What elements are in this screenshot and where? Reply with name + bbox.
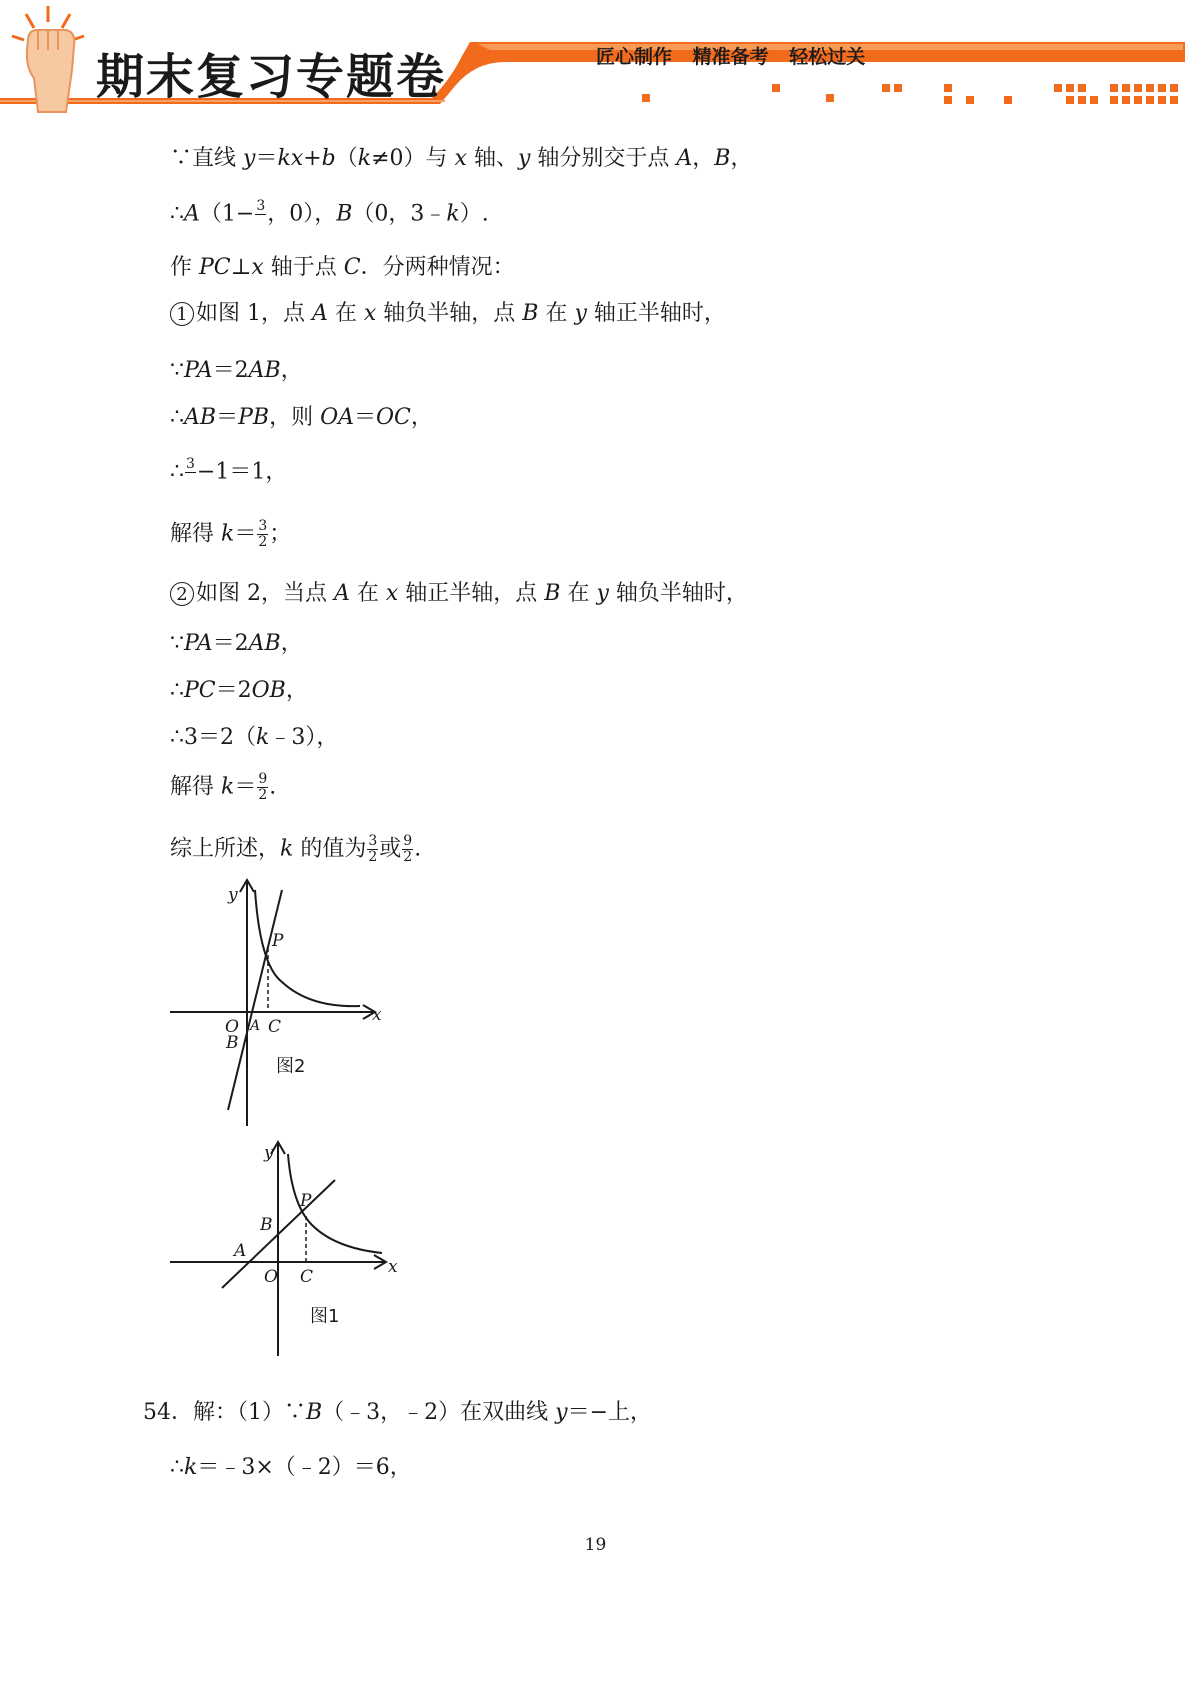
text-line-6: ∴AB＝PB，则 OA＝OC， <box>170 405 433 430</box>
straight-line <box>228 890 282 1110</box>
fraction: 3 <box>256 198 266 214</box>
page-number: 19 <box>584 1535 607 1555</box>
figure-caption: 图1 <box>310 1306 340 1327</box>
fraction: $\frac{3}{2}$ <box>368 833 378 865</box>
fraction: $\frac{3}{2}$ <box>258 518 268 550</box>
circled-number: 2 <box>170 582 194 606</box>
label-a: A <box>250 1018 261 1034</box>
text-line-2: ∴A（1− 3 ，0），B（0，3﹣k）. <box>170 199 489 230</box>
text-line-13: 解得 k＝ $\frac{9}{2}$ . <box>170 771 277 803</box>
label-x: x <box>372 1005 382 1025</box>
label-y: y <box>228 885 238 905</box>
text-line-3: 作 PC⊥x 轴于点 C．分两种情况： <box>170 255 515 280</box>
label-o: O <box>225 1017 239 1037</box>
label-b: B <box>226 1033 239 1053</box>
circled-number: 1 <box>170 302 194 326</box>
header-slogan: 匠心制作 精准备考 轻松过关 <box>596 46 866 68</box>
figure-2 <box>160 870 400 1130</box>
label-c: C <box>268 1017 282 1037</box>
hyperbola-curve <box>255 890 360 1006</box>
text-line-15: 54．解：（1）∵B（﹣3，﹣2）在双曲线 y＝−上， <box>143 1400 653 1425</box>
label-c: C <box>300 1267 314 1287</box>
fist-icon <box>4 0 94 115</box>
label-a: A <box>234 1241 247 1261</box>
text-line-14: 综上所述，k 的值为 $\frac{3}{2}$ 或 $\frac{9}{2}$ . <box>170 833 422 865</box>
fraction: 3 <box>186 456 195 472</box>
label-b: B <box>260 1215 273 1235</box>
text-line-5: ∵PA＝2AB， <box>170 358 303 383</box>
figure-1 <box>160 1130 420 1360</box>
label-y: y <box>264 1143 274 1163</box>
text-line-7: ∴ 3 −1＝1， <box>170 457 287 488</box>
label-x: x <box>388 1257 398 1277</box>
text-line-9: 2 如图 2，当点 A 在 x 轴正半轴，点 B 在 y 轴负半轴时， <box>170 580 748 608</box>
label-p: P <box>272 931 284 951</box>
text-line-10: ∵PA＝2AB， <box>170 631 303 656</box>
text-line-16: ∴k＝﹣3×（﹣2）＝6， <box>170 1455 412 1480</box>
fraction: $\frac{9}{2}$ <box>403 833 413 865</box>
text-line-1: ∵直线 y＝kx+b（k≠0）与 x 轴、y 轴分别交于点 A，B， <box>170 146 753 171</box>
figure-caption: 图2 <box>276 1056 306 1077</box>
text-line-11: ∴PC＝2OB， <box>170 678 308 703</box>
header-title: 期末复习专题卷 <box>96 49 447 105</box>
label-p: P <box>300 1191 312 1211</box>
text-line-8: 解得 k＝ $\frac{3}{2}$ ； <box>170 518 292 550</box>
fraction: $\frac{9}{2}$ <box>258 771 268 803</box>
text-line-4: 1 如图 1，点 A 在 x 轴负半轴，点 B 在 y 轴正半轴时， <box>170 300 726 328</box>
header-banner <box>0 0 1191 115</box>
label-o: O <box>264 1267 278 1287</box>
text-line-12: ∴3＝2（k﹣3）， <box>170 725 339 750</box>
